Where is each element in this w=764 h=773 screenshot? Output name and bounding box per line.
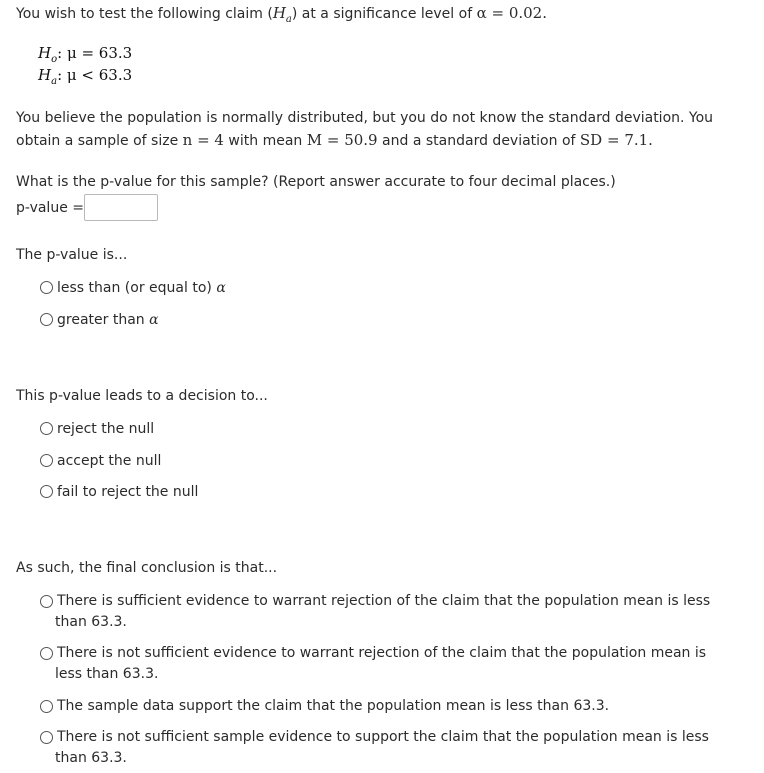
option-line-2: than 63.3. [55, 614, 127, 630]
option-line-1: There is not sufficient evidence to warrant rejection of the claim that the population mean is [57, 645, 707, 661]
radio-greater-than-alpha[interactable] [40, 313, 53, 326]
claim-text-prefix: You wish to test the following claim ( [16, 6, 273, 22]
option-reject-null[interactable] [40, 420, 154, 438]
pvalue-label: p-value = [16, 200, 84, 216]
option-conclusion-3[interactable] [40, 698, 609, 717]
alpha-symbol: α [216, 280, 226, 296]
alpha-symbol: α [149, 312, 159, 328]
ha-letter-2: H [38, 66, 52, 84]
decision-prompt: This p-value leads to a decision to... [16, 388, 268, 404]
sample-sd: SD = 7.1. [579, 131, 653, 149]
radio-fail-to-reject-null[interactable] [40, 485, 53, 498]
radio-conclusion-3[interactable] [40, 700, 53, 713]
pvalue-prompt: What is the p-value for this sample? (Report answer accurate to four decimal places.) [16, 174, 616, 190]
option-line-1: The sample data support the claim that the population mean is less than 63.3. [57, 698, 610, 714]
option-label: accept the null [57, 453, 162, 469]
null-hypothesis [38, 44, 132, 65]
radio-conclusion-2[interactable] [40, 647, 53, 660]
option-conclusion-2[interactable] [40, 645, 706, 685]
radio-conclusion-1[interactable] [40, 595, 53, 608]
h0-subscript: o [51, 54, 58, 65]
option-greater-than-alpha[interactable] [40, 311, 159, 329]
option-label [57, 696, 609, 717]
radio-conclusion-4[interactable] [40, 731, 53, 744]
option-text: less than (or equal to) [57, 280, 217, 296]
option-label [57, 643, 706, 685]
option-conclusion-1[interactable] [40, 593, 710, 633]
body-text-a: obtain a sample of size [16, 133, 183, 149]
h0-expression: : μ = 63.3 [57, 44, 133, 62]
body-text-b: with mean [223, 133, 307, 149]
option-label [57, 591, 710, 633]
ha-letter: H [272, 4, 286, 22]
option-accept-null[interactable] [40, 452, 161, 470]
claim-statement [16, 4, 547, 25]
conclusion-prompt: As such, the final conclusion is that... [16, 560, 278, 576]
alternative-hypothesis [38, 66, 132, 87]
option-label [57, 727, 709, 769]
h0-letter: H [38, 44, 52, 62]
option-label: fail to reject the null [57, 484, 199, 500]
pvalue-comparison-prompt: The p-value is... [16, 247, 128, 263]
radio-less-than-alpha[interactable] [40, 281, 53, 294]
option-label [57, 311, 159, 329]
option-line-2: less than 63.3. [55, 666, 159, 682]
option-label: reject the null [57, 421, 155, 437]
ha-subscript: a [285, 14, 292, 25]
ha-subscript-2: a [51, 76, 58, 87]
option-line-1: There is sufficient evidence to warrant rejection of the claim that the population mean is less [57, 593, 711, 609]
body-text-c: and a standard deviation of [377, 133, 580, 149]
option-fail-to-reject-null[interactable] [40, 483, 198, 501]
option-conclusion-4[interactable] [40, 729, 709, 769]
claim-text-mid: ) at a significance level of [291, 6, 477, 22]
body-line-1: You believe the population is normally distributed, but you do not know the standard deviation. You [16, 110, 714, 126]
sample-mean: M = 50.9 [306, 131, 378, 149]
radio-accept-null[interactable] [40, 454, 53, 467]
pvalue-input[interactable] [84, 194, 158, 221]
option-text: greater than [57, 312, 150, 328]
sample-size: n = 4 [182, 131, 224, 149]
radio-reject-null[interactable] [40, 422, 53, 435]
option-label [57, 279, 226, 297]
ha-symbol [272, 4, 292, 25]
body-line-2 [16, 131, 653, 149]
option-line-2: than 63.3. [55, 750, 127, 766]
option-less-than-alpha[interactable] [40, 279, 226, 297]
ha-expression: : μ < 63.3 [57, 66, 133, 84]
option-line-1: There is not sufficient sample evidence to support the claim that the population mean is less [57, 729, 709, 745]
alpha-value: α = 0.02. [476, 4, 547, 22]
